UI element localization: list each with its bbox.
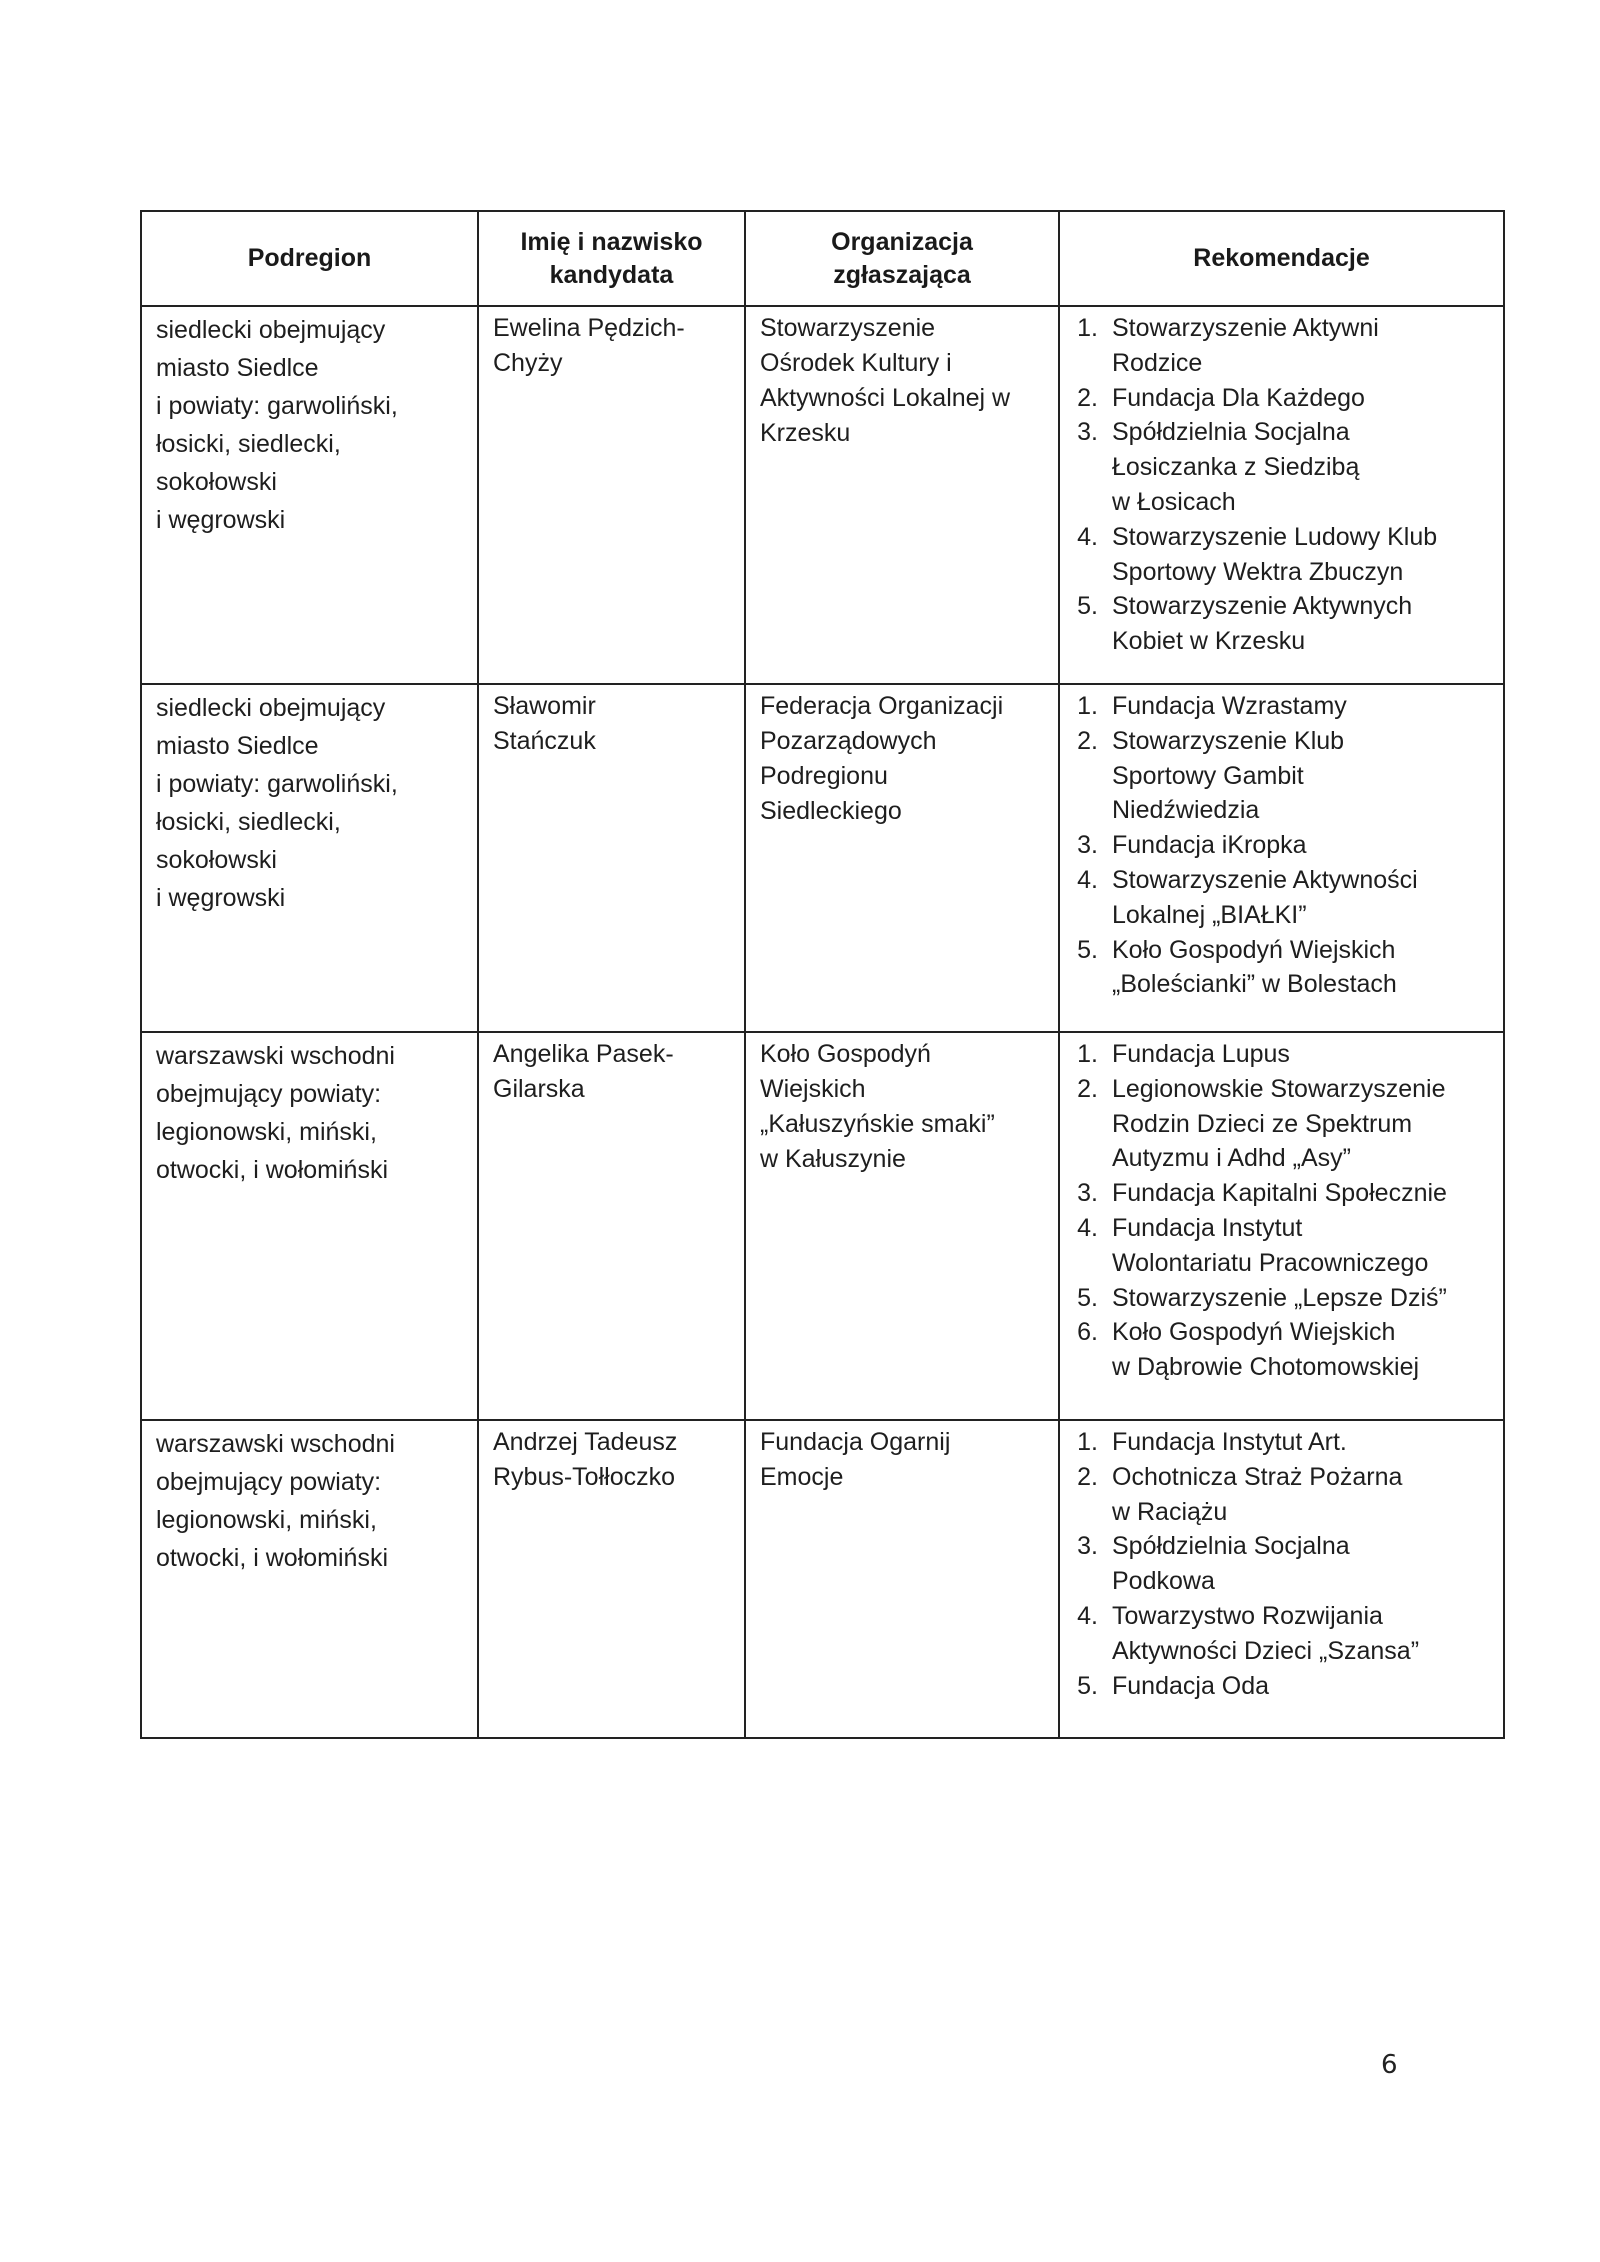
recommendation-text: Fundacja Dla Każdego [1112, 383, 1365, 412]
region-text-cell [141, 684, 478, 1032]
recommendations-cell [1059, 306, 1504, 684]
recommendation-item [1060, 1281, 1497, 1316]
candidate-name: Ewelina Pędzich- Chyży [493, 314, 685, 377]
recommendations-list [1060, 1033, 1503, 1395]
recommendation-text: Towarzystwo Rozwijania Aktywności Dzieci „Szansa” [1112, 1601, 1420, 1665]
recommendation-text: Koło Gospodyń Wiejskich „Boleścianki” w Bolestach [1112, 935, 1397, 999]
region-text-cell [141, 1420, 478, 1738]
organization-name: Federacja Organizacji Pozarządowych Podregionu Siedleckiego [760, 692, 1004, 825]
recommendation-number: 3. [1077, 1179, 1098, 1208]
recommendation-text: Fundacja Oda [1112, 1671, 1270, 1700]
recommendation-item [1060, 1315, 1497, 1385]
candidate-name-cell [478, 1420, 745, 1738]
recommendation-text: Fundacja Lupus [1112, 1040, 1290, 1068]
recommendation-number: 2. [1077, 1462, 1098, 1491]
recommendation-text: Spółdzielnia Socjalna Łosiczanka z Siedzibą w Łosicach [1112, 418, 1360, 516]
candidate-name-cell [478, 306, 745, 684]
recommendations-cell [1059, 684, 1504, 1032]
recommendation-number: 6. [1077, 1318, 1098, 1347]
candidate-name: Andrzej Tadeusz Rybus-Tołłoczko [493, 1428, 678, 1491]
table-row [141, 1420, 1504, 1738]
recommendation-item [1060, 1211, 1497, 1281]
recommendation-number: 4. [1077, 1601, 1098, 1630]
recommendation-item [1060, 1529, 1497, 1599]
recommendation-item [1060, 1176, 1497, 1211]
recommendation-text: Legionowskie Stowarzyszenie Rodzin Dzieci ze Spektrum Autyzmu i Adhd „Asy” [1112, 1074, 1446, 1173]
region-text: siedlecki obejmujący miasto Siedlce i powiaty: garwoliński, łosicki, siedlecki, sokołowski i węgrowski [156, 316, 398, 534]
region-text-cell [141, 1032, 478, 1420]
recommendations-cell [1059, 1032, 1504, 1420]
candidate-name-cell [478, 1032, 745, 1420]
recommendation-text: Stowarzyszenie „Lepsze Dziś” [1112, 1283, 1447, 1312]
organization-name: Koło Gospodyń Wiejskich „Kałuszyńskie smaki” w Kałuszynie [760, 1040, 995, 1173]
recommendation-number: 2. [1077, 1074, 1098, 1103]
recommendation-text: Stowarzyszenie Klub Sportowy Gambit Niedźwiedzia [1112, 726, 1345, 825]
recommendations-list [1060, 307, 1503, 669]
recommendation-number: 5. [1077, 592, 1098, 621]
recommendation-item [1060, 1460, 1497, 1530]
recommendation-text: Koło Gospodyń Wiejskich w Dąbrowie Chotomowskiej [1112, 1318, 1420, 1382]
table-row [141, 684, 1504, 1032]
recommendations-list [1060, 685, 1503, 1012]
recommendations-list [1060, 1421, 1503, 1713]
organization-name-cell [745, 306, 1059, 684]
recommendation-item [1060, 520, 1497, 590]
recommendation-text: Ochotnicza Straż Pożarna w Raciążu [1112, 1462, 1403, 1526]
candidate-name: Sławomir Stańczuk [493, 692, 596, 755]
recommendation-item [1060, 381, 1497, 416]
recommendation-text: Fundacja Wzrastamy [1112, 692, 1347, 720]
candidates-table [140, 210, 1505, 1739]
recommendation-number: 5. [1077, 1283, 1098, 1312]
recommendation-item [1060, 863, 1497, 933]
recommendation-item [1060, 828, 1497, 863]
table-row [141, 1032, 1504, 1420]
recommendation-number: 4. [1077, 522, 1098, 551]
recommendation-number: 1. [1077, 1428, 1098, 1456]
recommendation-item [1060, 1072, 1497, 1176]
recommendation-text: Fundacja Instytut Art. [1112, 1428, 1347, 1456]
recommendation-item [1060, 1599, 1497, 1669]
recommendation-text: Fundacja iKropka [1112, 831, 1307, 860]
organization-name: Fundacja Ogarnij Emocje [760, 1428, 951, 1491]
recommendation-number: 3. [1077, 1532, 1098, 1561]
organization-name-cell [745, 1420, 1059, 1738]
recommendation-item [1060, 1425, 1497, 1460]
recommendation-number: 2. [1077, 726, 1098, 755]
organization-name-cell [745, 1032, 1059, 1420]
header-recommendations [1059, 211, 1504, 306]
recommendation-number: 4. [1077, 1213, 1098, 1242]
recommendation-number: 2. [1077, 383, 1098, 412]
header-organization [745, 211, 1059, 306]
recommendation-item [1060, 1669, 1497, 1704]
recommendation-text: Fundacja Instytut Wolontariatu Pracowniczego [1112, 1213, 1429, 1277]
recommendation-number: 3. [1077, 831, 1098, 860]
recommendation-text: Fundacja Kapitalni Społecznie [1112, 1179, 1447, 1208]
recommendation-text: Stowarzyszenie Aktywności Lokalnej „BIAŁKI” [1112, 865, 1418, 929]
recommendation-number: 1. [1077, 692, 1098, 720]
candidate-name-cell [478, 684, 745, 1032]
recommendation-item [1060, 724, 1497, 828]
recommendation-item [1060, 1037, 1497, 1072]
recommendation-number: 1. [1077, 314, 1098, 342]
table-header-row [141, 211, 1504, 306]
recommendation-item [1060, 589, 1497, 659]
recommendations-cell [1059, 1420, 1504, 1738]
recommendation-item [1060, 415, 1497, 519]
header-label: Rekomendacje [1193, 244, 1370, 272]
table-row [141, 306, 1504, 684]
recommendation-item [1060, 311, 1497, 381]
recommendation-text: Spółdzielnia Socjalna Podkowa [1112, 1532, 1350, 1596]
recommendation-number: 3. [1077, 418, 1098, 447]
region-text-cell [141, 306, 478, 684]
recommendation-text: Stowarzyszenie Aktywni Rodzice [1112, 314, 1379, 377]
recommendation-number: 5. [1077, 935, 1098, 964]
region-text: warszawski wschodni obejmujący powiaty: legionowski, miński, otwocki, i wołomiński [156, 1042, 395, 1184]
region-text: warszawski wschodni obejmujący powiaty: legionowski, miński, otwocki, i wołomiński [156, 1430, 395, 1572]
region-text: siedlecki obejmujący miasto Siedlce i powiaty: garwoliński, łosicki, siedlecki, sokołowski i węgrowski [156, 694, 398, 912]
header-podregion [141, 211, 478, 306]
organization-name-cell [745, 684, 1059, 1032]
header-label: Organizacja zgłaszająca [831, 227, 973, 289]
recommendation-text: Stowarzyszenie Ludowy Klub Sportowy Wektra Zbuczyn [1112, 522, 1438, 586]
header-label: Imię i nazwisko kandydata [520, 227, 703, 289]
candidate-name: Angelika Pasek- Gilarska [493, 1040, 674, 1103]
recommendation-number: 5. [1077, 1671, 1098, 1700]
page-number: 6 [1381, 2050, 1398, 2080]
recommendation-item [1060, 933, 1497, 1003]
header-candidate [478, 211, 745, 306]
recommendation-number: 4. [1077, 865, 1098, 894]
recommendation-text: Stowarzyszenie Aktywnych Kobiet w Krzesku [1112, 592, 1413, 656]
organization-name: Stowarzyszenie Ośrodek Kultury i Aktywności Lokalnej w Krzesku [760, 314, 1011, 447]
recommendation-number: 1. [1077, 1040, 1098, 1068]
header-label: Podregion [247, 244, 372, 272]
recommendation-item [1060, 689, 1497, 724]
